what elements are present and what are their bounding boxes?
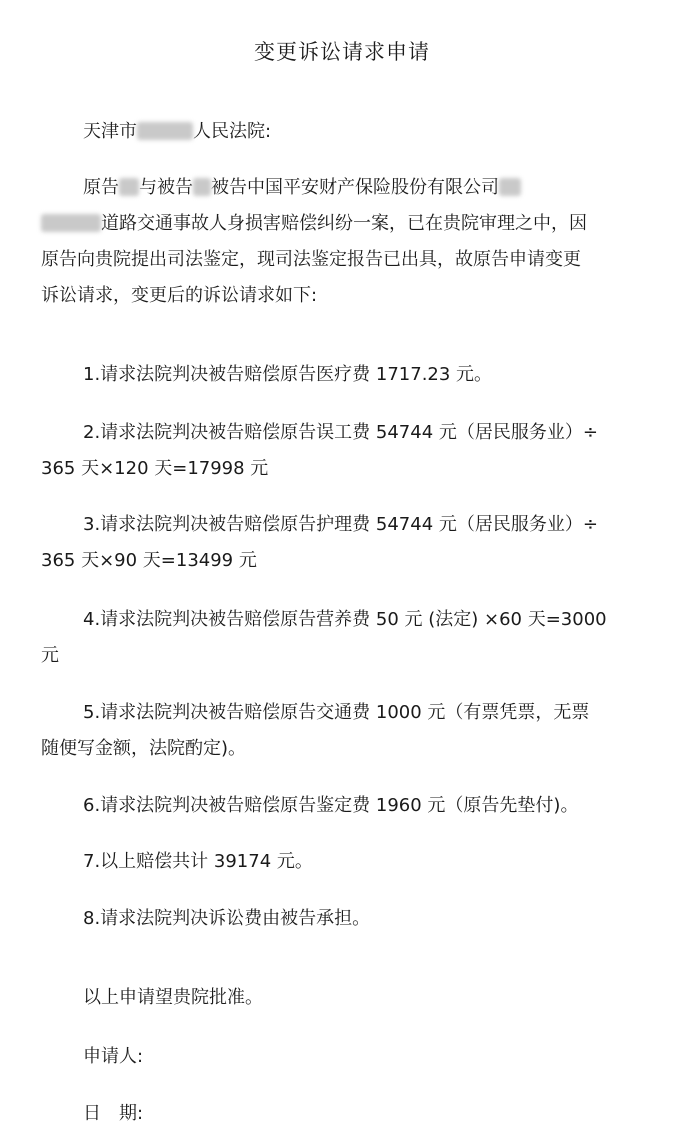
request-6: 6.请求法院判决被告赔偿原告鉴定费 1960 元（原告先垫付)。 xyxy=(83,795,579,816)
body-text: 与被告 xyxy=(139,177,193,198)
addressee-city: 天津市 xyxy=(83,121,137,142)
request-7: 7.以上赔偿共计 39174 元。 xyxy=(83,851,313,872)
body-text: 原告 xyxy=(83,177,119,198)
redacted-defendant xyxy=(193,178,211,196)
request-5: 5.请求法院判决被告赔偿原告交通费 1000 元（有票凭票，无票 xyxy=(83,702,590,723)
applicant-label: 申请人: xyxy=(83,1046,144,1067)
body-line-4: 诉讼请求，变更后的诉讼请求如下: xyxy=(41,285,318,306)
body-line-1 xyxy=(83,176,521,200)
request-3: 3.请求法院判决被告赔偿原告护理费 54744 元（居民服务业）÷ xyxy=(83,514,598,535)
redacted-branch-cont xyxy=(41,214,101,232)
redacted-plaintiff xyxy=(119,178,139,196)
request-2: 2.请求法院判决被告赔偿原告误工费 54744 元（居民服务业）÷ xyxy=(83,422,598,443)
request-1: 1.请求法院判决被告赔偿原告医疗费 1717.23 元。 xyxy=(83,364,493,385)
body-text: 被告中国平安财产保险股份有限公司 xyxy=(211,177,499,198)
request-4: 4.请求法院判决被告赔偿原告营养费 50 元 (法定) ×60 天=3000 xyxy=(83,609,607,630)
body-line-2 xyxy=(41,212,587,236)
document-title: 变更诉讼请求申请 xyxy=(254,40,430,64)
request-8: 8.请求法院判决诉讼费由被告承担。 xyxy=(83,908,371,929)
closing-line: 以上申请望贵院批准。 xyxy=(83,987,263,1008)
body-text: 道路交通事故人身损害赔偿纠纷一案，已在贵院审理之中，因 xyxy=(101,213,587,234)
request-4-cont: 元 xyxy=(41,645,59,666)
addressee-line xyxy=(83,120,271,144)
request-3-cont: 365 天×90 天=13499 元 xyxy=(41,550,257,571)
redacted-branch xyxy=(499,178,521,196)
date-label: 日 期: xyxy=(83,1103,144,1124)
addressee-court: 人民法院: xyxy=(193,121,272,142)
redacted-court-name xyxy=(137,122,193,140)
request-2-cont: 365 天×120 天=17998 元 xyxy=(41,458,269,479)
request-5-cont: 随便写金额，法院酌定)。 xyxy=(41,738,247,759)
body-line-3: 原告向贵院提出司法鉴定，现司法鉴定报告已出具，故原告申请变更 xyxy=(41,249,581,270)
